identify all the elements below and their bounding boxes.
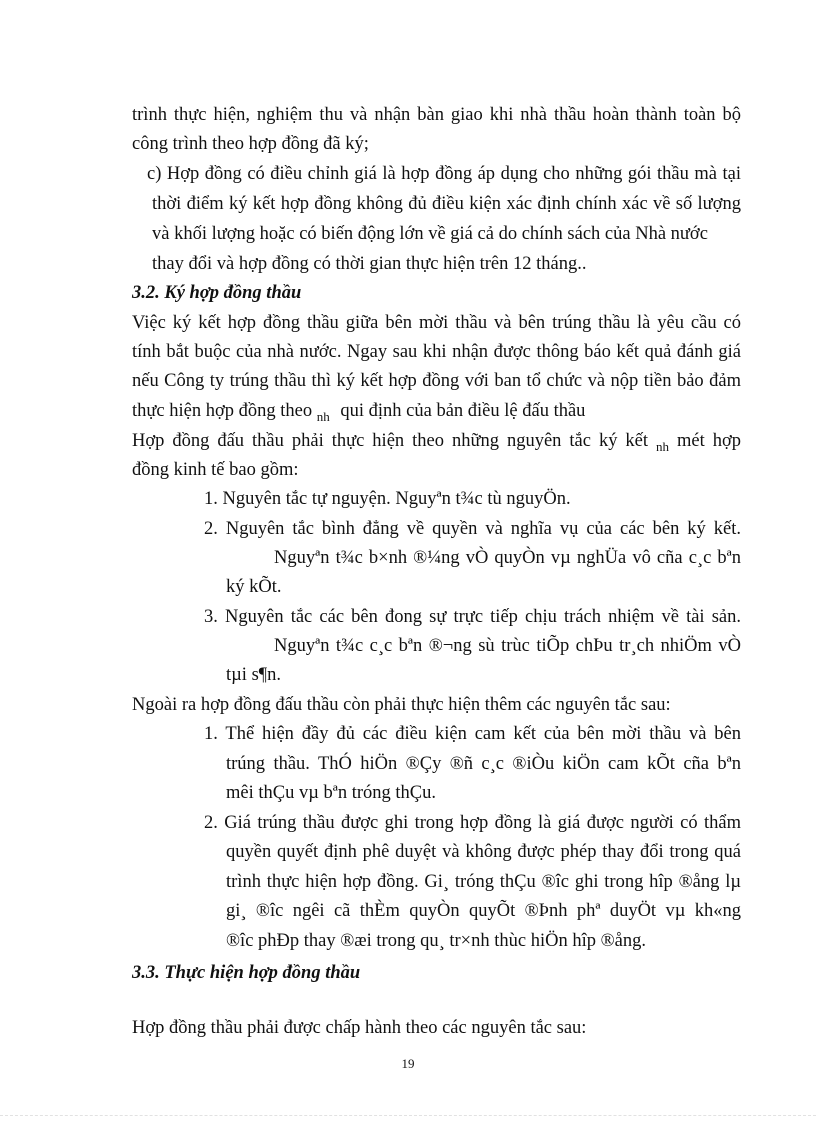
text-fragment: mét hợp	[677, 431, 742, 451]
list-item: 3. Nguyên tắc các bên đong sự trực tiếp chịu trách nhiệm về tài sản.	[204, 607, 741, 627]
text-line: Nguyªn t¾c c¸c bªn ®¬ng sù trùc tiÕp chÞu tr¸ch nhiÖm vÒ	[274, 636, 741, 656]
text-line: Hợp đồng thầu phải được chấp hành theo các nguyên tắc sau:	[132, 1018, 587, 1038]
section-heading-3-2: 3.2. Ký hợp đồng thầu	[132, 283, 302, 303]
text-line: tính bắt buộc của nhà nước. Ngay sau khi nhận được thông báo kết quả đánh giá	[132, 342, 741, 362]
list-item: 2. Nguyên tắc bình đẳng về quyền và nghĩa vụ của các bên ký kết.	[204, 519, 741, 539]
text-line: mêi thÇu vµ bªn tróng thÇu.	[226, 783, 437, 803]
text-line: ®îc phÐp thay ®æi trong qu¸ tr×nh thùc hiÖn hîp ®ång.	[226, 931, 646, 951]
page-number: 19	[401, 1056, 415, 1071]
text-line: đồng kinh tế bao gồm:	[132, 460, 299, 480]
text-line: ký kÕt.	[226, 577, 282, 597]
text-line: nếu Công ty trúng thầu thì ký kết hợp đồng với ban tổ chức và nộp tiền bảo đảm	[132, 371, 741, 391]
text-line: trúng thầu. ThÓ hiÖn ®Çy ®ñ c¸c ®iÒu kiÖn cam kÕt cña bªn	[226, 754, 741, 774]
text-line: gi¸ ®îc ngêi cã thÈm quyÒn quyÕt ®Þnh phª duyÖt vµ kh«ng	[226, 901, 741, 921]
text-line	[132, 430, 741, 453]
text-line: trình thực hiện hợp đồng. Gi¸ tróng thÇu ®îc ghi trong hîp ®ång lµ	[226, 872, 741, 892]
text-fragment: qui định của bản điều lệ đấu thầu	[340, 401, 586, 421]
text-line: quyền quyết định phê duyệt và không được phép thay đổi trong quá	[226, 842, 741, 862]
text-line: Nguyªn t¾c b×nh ®¼ng vÒ quyÒn vµ nghÜa vô cña c¸c bªn	[274, 548, 741, 568]
text-fragment: nh	[316, 409, 330, 424]
list-item: 1. Thể hiện đầy đủ các điều kiện cam kết của bên mời thầu và bên	[204, 724, 741, 744]
text-line: công trình theo hợp đồng đã ký;	[132, 134, 369, 154]
text-line: và khối lượng hoặc có biến động lớn về giá cả do chính sách của Nhà nước	[152, 224, 708, 244]
text-line: thời điểm ký kết hợp đồng không đủ điều kiện xác định chính xác về số lượng	[152, 194, 741, 214]
text-line: trình thực hiện, nghiệm thu và nhận bàn giao khi nhà thầu hoàn thành toàn bộ	[132, 105, 741, 125]
list-item: 2. Giá trúng thầu được ghi trong hợp đồng là giá được người có thẩm	[204, 813, 741, 833]
text-line: Việc ký kết hợp đồng thầu giữa bên mời thầu và bên trúng thầu là yêu cầu có	[132, 313, 741, 333]
text-fragment: thực hiện hợp đồng theo	[132, 401, 313, 421]
text-fragment: nh	[656, 439, 670, 454]
section-heading-3-3: 3.3. Thực hiện hợp đồng thầu	[132, 963, 361, 983]
text-line: thay đổi và hợp đồng có thời gian thực hiện trên 12 tháng..	[152, 254, 587, 274]
text-line: c) Hợp đồng có điều chỉnh giá là hợp đồng áp dụng cho những gói thầu mà tại	[147, 164, 741, 184]
page-bottom-divider	[0, 1115, 816, 1116]
list-item: 1. Nguyên tắc tự nguyện. Nguyªn t¾c tù nguyÖn.	[204, 489, 571, 509]
text-line: Ngoài ra hợp đồng đấu thầu còn phải thực hiện thêm các nguyên tắc sau:	[132, 695, 671, 715]
text-line: tµi s¶n.	[226, 665, 282, 685]
text-line	[132, 400, 585, 423]
text-fragment: Hợp đồng đấu thầu phải thực hiện theo những nguyên tắc ký kết	[132, 431, 649, 451]
